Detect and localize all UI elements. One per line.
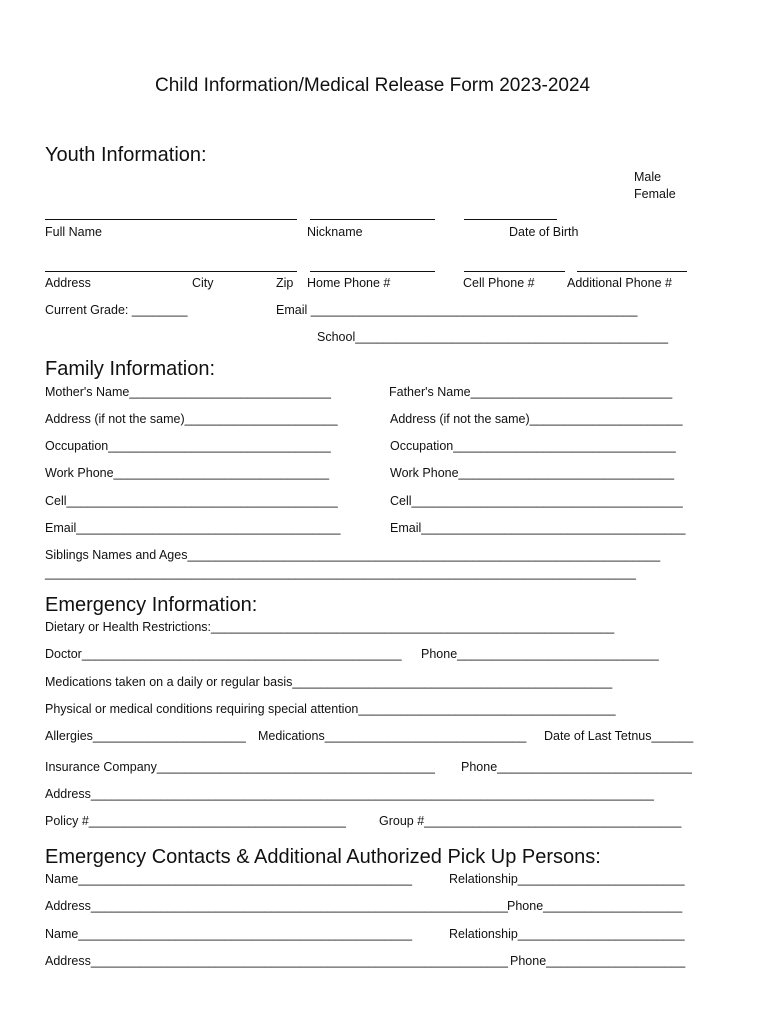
- siblings-field-line2[interactable]: _____________________________________________________________________________________: [45, 566, 636, 580]
- mother-address-field[interactable]: Address (if not the same)______________________: [45, 412, 338, 426]
- additional-phone-label: Additional Phone #: [567, 276, 672, 290]
- siblings-field[interactable]: Siblings Names and Ages____________________________________________________________________: [45, 548, 661, 562]
- father-name-field[interactable]: Father's Name_____________________________: [389, 385, 673, 399]
- allergies-field[interactable]: Allergies______________________: [45, 729, 246, 743]
- contacts-heading: Emergency Contacts & Additional Authorized Pick Up Persons:: [45, 846, 601, 868]
- contact2-phone-field[interactable]: Phone____________________: [510, 954, 686, 968]
- family-heading: Family Information:: [45, 358, 216, 380]
- policy-field[interactable]: Policy #_____________________________________: [45, 814, 346, 828]
- nickname-field[interactable]: [310, 219, 435, 220]
- emergency-heading: Emergency Information:: [45, 594, 258, 616]
- current-grade-field[interactable]: Current Grade: ________: [45, 303, 188, 317]
- home-phone-field[interactable]: [310, 271, 435, 272]
- address-label: Address: [45, 276, 91, 290]
- contact2-address-field[interactable]: Address____________________________________________________________: [45, 954, 508, 968]
- cell-phone-field[interactable]: [464, 271, 565, 272]
- doctor-phone-field[interactable]: Phone_____________________________: [421, 647, 659, 661]
- mother-cell-field[interactable]: Cell_______________________________________: [45, 494, 338, 508]
- insurance-company-field[interactable]: Insurance Company________________________________________: [45, 760, 435, 774]
- tetnus-date-field[interactable]: Date of Last Tetnus______: [544, 729, 694, 743]
- medications-daily-field[interactable]: Medications taken on a daily or regular basis______________________________________________: [45, 675, 613, 689]
- insurance-address-field[interactable]: Address_________________________________________________________________________________: [45, 787, 654, 801]
- father-work-phone-field[interactable]: Work Phone_______________________________: [390, 466, 675, 480]
- group-field[interactable]: Group #_____________________________________: [379, 814, 682, 828]
- youth-heading: Youth Information:: [45, 144, 207, 166]
- contact1-name-field[interactable]: Name________________________________________________: [45, 872, 413, 886]
- conditions-field[interactable]: Physical or medical conditions requiring special attention_____________________________________: [45, 702, 616, 716]
- zip-label: Zip: [276, 276, 294, 290]
- form-title: Child Information/Medical Release Form 2023-2024: [155, 75, 591, 96]
- medications-field[interactable]: Medications_____________________________: [258, 729, 527, 743]
- address-field[interactable]: [45, 271, 297, 272]
- contact1-relationship-field[interactable]: Relationship________________________: [449, 872, 685, 886]
- mother-occupation-field[interactable]: Occupation________________________________: [45, 439, 331, 453]
- cell-phone-label: Cell Phone #: [463, 276, 535, 290]
- city-label: City: [192, 276, 214, 290]
- mother-work-phone-field[interactable]: Work Phone_______________________________: [45, 466, 330, 480]
- mother-email-field[interactable]: Email______________________________________: [45, 521, 341, 535]
- father-address-field[interactable]: Address (if not the same)______________________: [390, 412, 683, 426]
- nickname-label: Nickname: [307, 225, 363, 239]
- female-option[interactable]: Female: [634, 187, 676, 201]
- school-field[interactable]: School_____________________________________________: [317, 330, 669, 344]
- full-name-field[interactable]: [45, 219, 297, 220]
- contact1-phone-field[interactable]: Phone____________________: [507, 899, 683, 913]
- dob-label: Date of Birth: [509, 225, 579, 239]
- full-name-label: Full Name: [45, 225, 102, 239]
- contact2-name-field[interactable]: Name________________________________________________: [45, 927, 413, 941]
- dietary-field[interactable]: Dietary or Health Restrictions:__________________________________________________________: [45, 620, 615, 634]
- home-phone-label: Home Phone #: [307, 276, 391, 290]
- contact2-relationship-field[interactable]: Relationship________________________: [449, 927, 685, 941]
- youth-email-field[interactable]: Email _______________________________________________: [276, 303, 638, 317]
- additional-phone-field[interactable]: [577, 271, 687, 272]
- insurance-phone-field[interactable]: Phone____________________________: [461, 760, 692, 774]
- dob-field[interactable]: [464, 219, 557, 220]
- male-option[interactable]: Male: [634, 170, 662, 184]
- father-occupation-field[interactable]: Occupation________________________________: [390, 439, 676, 453]
- contact1-address-field[interactable]: Address____________________________________________________________: [45, 899, 508, 913]
- doctor-field[interactable]: Doctor______________________________________________: [45, 647, 402, 661]
- mother-name-field[interactable]: Mother's Name_____________________________: [45, 385, 331, 399]
- father-cell-field[interactable]: Cell_______________________________________: [390, 494, 683, 508]
- father-email-field[interactable]: Email______________________________________: [390, 521, 686, 535]
